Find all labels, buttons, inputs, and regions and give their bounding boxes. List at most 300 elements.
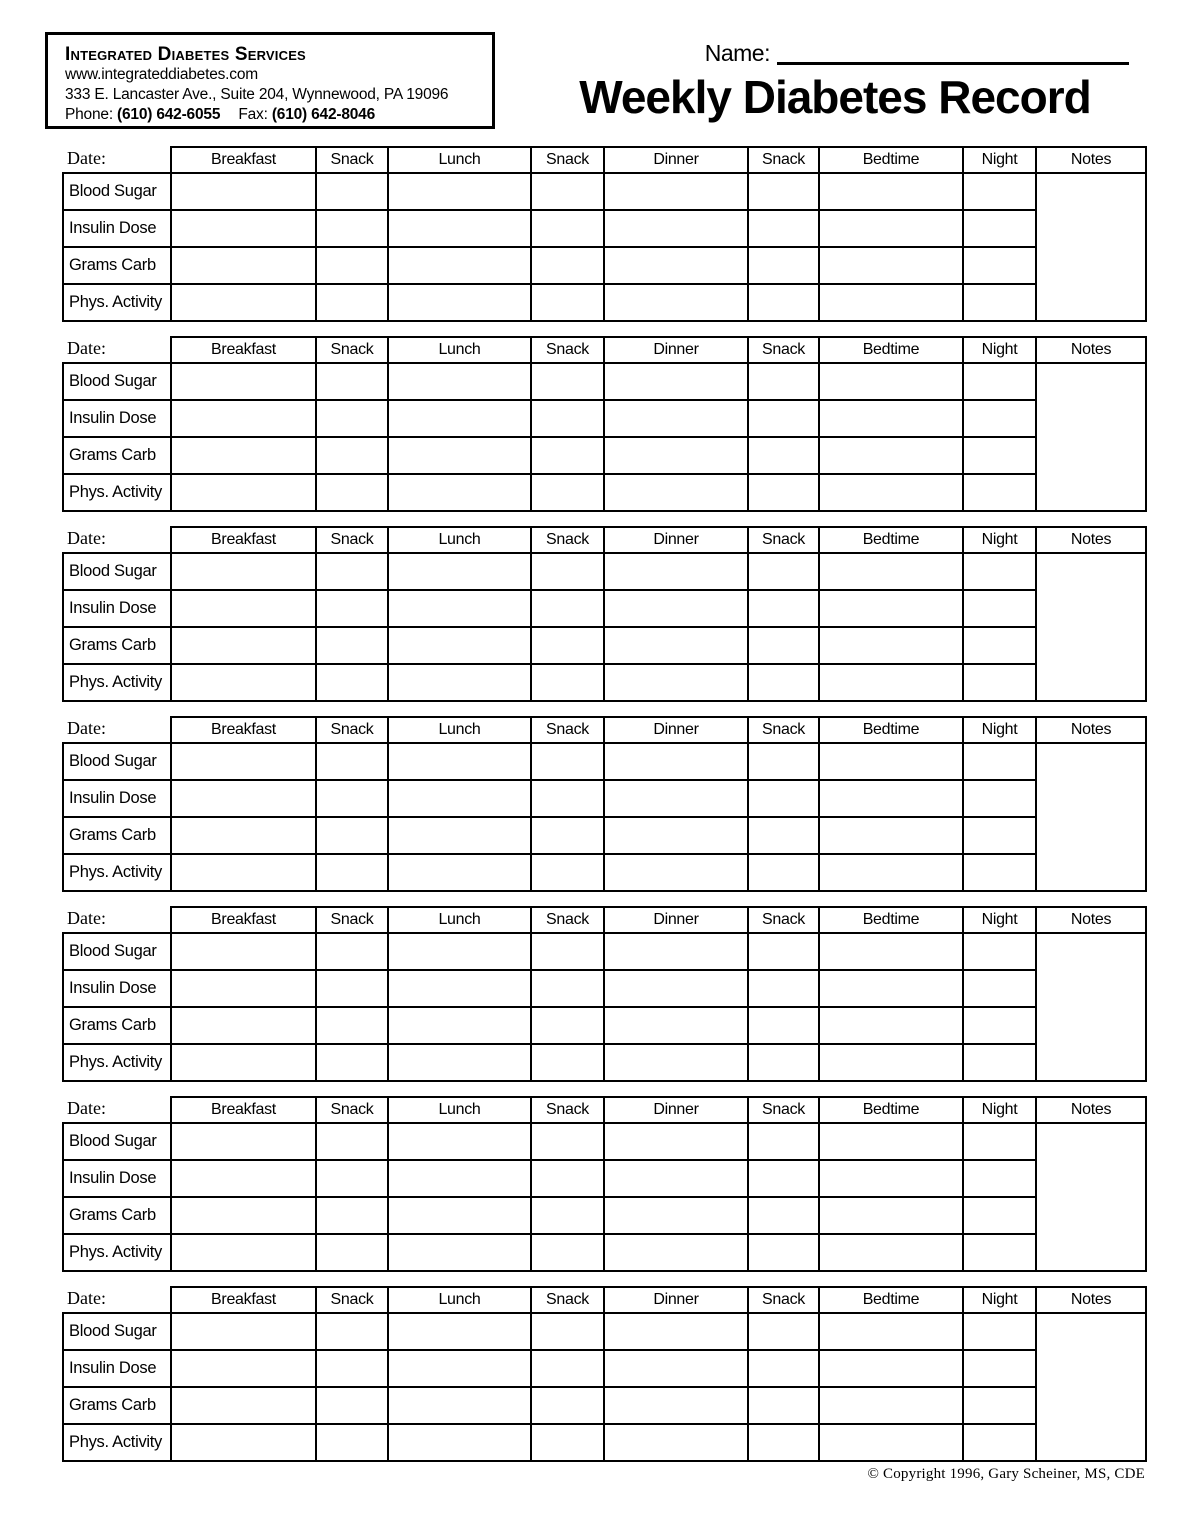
- entry-cell-grams-carb-breakfast[interactable]: [171, 247, 316, 284]
- col-header-night: Night: [963, 907, 1036, 933]
- entry-cell-grams-carb-snack-3[interactable]: [748, 817, 819, 854]
- entry-cell-blood-sugar-dinner[interactable]: [604, 173, 748, 210]
- entry-cell-insulin-dose-dinner[interactable]: [604, 210, 748, 247]
- entry-cell-insulin-dose-snack-1[interactable]: [316, 210, 388, 247]
- row-label-grams-carb: Grams Carb: [63, 1007, 171, 1044]
- entry-cell-insulin-dose-snack-3[interactable]: [748, 400, 819, 437]
- entry-cell-blood-sugar-bedtime[interactable]: [819, 743, 963, 780]
- col-header-notes: Notes: [1036, 147, 1146, 173]
- entry-cell-insulin-dose-breakfast[interactable]: [171, 1160, 316, 1197]
- col-header-snack-1: Snack: [316, 337, 388, 363]
- entry-cell-insulin-dose-night[interactable]: [963, 970, 1036, 1007]
- notes-cell[interactable]: [1036, 553, 1146, 701]
- entry-cell-phys-activity-snack-2[interactable]: [531, 474, 604, 511]
- entry-cell-phys-activity-snack-1[interactable]: [316, 474, 388, 511]
- entry-cell-grams-carb-breakfast[interactable]: [171, 1197, 316, 1234]
- entry-cell-grams-carb-snack-2[interactable]: [531, 1007, 604, 1044]
- entry-cell-phys-activity-lunch[interactable]: [388, 664, 531, 701]
- entry-cell-blood-sugar-night[interactable]: [963, 1123, 1036, 1160]
- entry-cell-insulin-dose-snack-1[interactable]: [316, 1350, 388, 1387]
- name-input-line[interactable]: [777, 62, 1129, 65]
- entry-cell-blood-sugar-snack-3[interactable]: [748, 1123, 819, 1160]
- entry-cell-blood-sugar-lunch[interactable]: [388, 743, 531, 780]
- entry-cell-insulin-dose-snack-1[interactable]: [316, 1160, 388, 1197]
- provider-address: 333 E. Lancaster Ave., Suite 204, Wynnewood, PA 19096: [65, 86, 449, 103]
- week-table-1: [62, 146, 1147, 322]
- entry-cell-phys-activity-snack-1[interactable]: [316, 1424, 388, 1461]
- col-header-snack-2: Snack: [531, 1287, 604, 1313]
- week-table-2: [62, 336, 1147, 512]
- col-header-night: Night: [963, 337, 1036, 363]
- entry-cell-blood-sugar-lunch[interactable]: [388, 363, 531, 400]
- entry-cell-phys-activity-dinner[interactable]: [604, 474, 748, 511]
- notes-cell[interactable]: [1036, 1313, 1146, 1461]
- date-cell[interactable]: [63, 1287, 171, 1313]
- col-header-snack-3: Snack: [748, 907, 819, 933]
- entry-cell-insulin-dose-dinner[interactable]: [604, 590, 748, 627]
- entry-cell-grams-carb-dinner[interactable]: [604, 1007, 748, 1044]
- entry-cell-blood-sugar-snack-1[interactable]: [316, 743, 388, 780]
- entry-cell-blood-sugar-snack-3[interactable]: [748, 743, 819, 780]
- entry-cell-blood-sugar-bedtime[interactable]: [819, 1123, 963, 1160]
- entry-cell-blood-sugar-breakfast[interactable]: [171, 173, 316, 210]
- date-label: Date:: [67, 1288, 106, 1308]
- entry-cell-phys-activity-breakfast[interactable]: [171, 1424, 316, 1461]
- entry-cell-insulin-dose-night[interactable]: [963, 780, 1036, 817]
- row-label-phys-activity: Phys. Activity: [63, 854, 171, 891]
- entry-cell-phys-activity-dinner[interactable]: [604, 664, 748, 701]
- entry-cell-blood-sugar-breakfast[interactable]: [171, 1123, 316, 1160]
- entry-cell-blood-sugar-snack-1[interactable]: [316, 1123, 388, 1160]
- row-label-grams-carb: Grams Carb: [63, 627, 171, 664]
- entry-cell-phys-activity-snack-1[interactable]: [316, 854, 388, 891]
- entry-cell-blood-sugar-bedtime[interactable]: [819, 553, 963, 590]
- phone-label: Phone:: [65, 106, 113, 123]
- entry-cell-blood-sugar-snack-3[interactable]: [748, 933, 819, 970]
- entry-cell-grams-carb-night[interactable]: [963, 1387, 1036, 1424]
- entry-cell-insulin-dose-snack-2[interactable]: [531, 210, 604, 247]
- col-header-lunch: Lunch: [388, 147, 531, 173]
- notes-cell[interactable]: [1036, 173, 1146, 321]
- entry-cell-blood-sugar-snack-3[interactable]: [748, 553, 819, 590]
- entry-cell-insulin-dose-lunch[interactable]: [388, 1350, 531, 1387]
- entry-cell-phys-activity-bedtime[interactable]: [819, 1234, 963, 1271]
- date-cell[interactable]: [63, 147, 171, 173]
- entry-cell-insulin-dose-snack-2[interactable]: [531, 1160, 604, 1197]
- col-header-bedtime: Bedtime: [819, 907, 963, 933]
- col-header-notes: Notes: [1036, 717, 1146, 743]
- col-header-breakfast: Breakfast: [171, 147, 316, 173]
- entry-cell-blood-sugar-snack-2[interactable]: [531, 743, 604, 780]
- entry-cell-blood-sugar-snack-1[interactable]: [316, 1313, 388, 1350]
- entry-cell-blood-sugar-bedtime[interactable]: [819, 1313, 963, 1350]
- entry-cell-phys-activity-dinner[interactable]: [604, 1044, 748, 1081]
- entry-cell-grams-carb-snack-3[interactable]: [748, 1197, 819, 1234]
- entry-cell-insulin-dose-bedtime[interactable]: [819, 590, 963, 627]
- entry-cell-phys-activity-breakfast[interactable]: [171, 284, 316, 321]
- col-header-snack-3: Snack: [748, 1097, 819, 1123]
- entry-cell-blood-sugar-lunch[interactable]: [388, 553, 531, 590]
- entry-cell-phys-activity-lunch[interactable]: [388, 1234, 531, 1271]
- entry-cell-blood-sugar-snack-1[interactable]: [316, 933, 388, 970]
- entry-cell-grams-carb-snack-1[interactable]: [316, 1197, 388, 1234]
- entry-cell-phys-activity-night[interactable]: [963, 664, 1036, 701]
- entry-cell-grams-carb-snack-1[interactable]: [316, 817, 388, 854]
- entry-cell-phys-activity-breakfast[interactable]: [171, 1044, 316, 1081]
- entry-cell-blood-sugar-breakfast[interactable]: [171, 553, 316, 590]
- entry-cell-blood-sugar-snack-3[interactable]: [748, 173, 819, 210]
- entry-cell-grams-carb-snack-1[interactable]: [316, 627, 388, 664]
- entry-cell-insulin-dose-dinner[interactable]: [604, 970, 748, 1007]
- col-header-night: Night: [963, 1097, 1036, 1123]
- entry-cell-grams-carb-dinner[interactable]: [604, 1387, 748, 1424]
- entry-cell-insulin-dose-dinner[interactable]: [604, 1160, 748, 1197]
- row-label-insulin-dose: Insulin Dose: [63, 970, 171, 1007]
- entry-cell-grams-carb-snack-1[interactable]: [316, 1387, 388, 1424]
- col-header-snack-1: Snack: [316, 527, 388, 553]
- entry-cell-insulin-dose-lunch[interactable]: [388, 400, 531, 437]
- entry-cell-insulin-dose-bedtime[interactable]: [819, 1160, 963, 1197]
- entry-cell-phys-activity-night[interactable]: [963, 474, 1036, 511]
- entry-cell-phys-activity-snack-1[interactable]: [316, 664, 388, 701]
- date-cell[interactable]: [63, 907, 171, 933]
- entry-cell-phys-activity-snack-3[interactable]: [748, 284, 819, 321]
- entry-cell-phys-activity-lunch[interactable]: [388, 284, 531, 321]
- entry-cell-grams-carb-night[interactable]: [963, 627, 1036, 664]
- date-label: Date:: [67, 908, 106, 928]
- entry-cell-phys-activity-night[interactable]: [963, 1424, 1036, 1461]
- row-label-blood-sugar: Blood Sugar: [63, 553, 171, 590]
- entry-cell-phys-activity-dinner[interactable]: [604, 1234, 748, 1271]
- col-header-snack-1: Snack: [316, 147, 388, 173]
- entry-cell-phys-activity-dinner[interactable]: [604, 854, 748, 891]
- entry-cell-insulin-dose-snack-2[interactable]: [531, 780, 604, 817]
- date-label: Date:: [67, 1098, 106, 1118]
- entry-cell-grams-carb-bedtime[interactable]: [819, 1387, 963, 1424]
- col-header-bedtime: Bedtime: [819, 1097, 963, 1123]
- entry-cell-grams-carb-snack-3[interactable]: [748, 437, 819, 474]
- notes-cell[interactable]: [1036, 363, 1146, 511]
- entry-cell-blood-sugar-dinner[interactable]: [604, 553, 748, 590]
- entry-cell-insulin-dose-lunch[interactable]: [388, 1160, 531, 1197]
- provider-contact: [65, 105, 478, 125]
- row-label-insulin-dose: Insulin Dose: [63, 780, 171, 817]
- entry-cell-phys-activity-breakfast[interactable]: [171, 474, 316, 511]
- entry-cell-grams-carb-snack-3[interactable]: [748, 1007, 819, 1044]
- entry-cell-insulin-dose-snack-2[interactable]: [531, 400, 604, 437]
- entry-cell-insulin-dose-lunch[interactable]: [388, 780, 531, 817]
- entry-cell-phys-activity-snack-1[interactable]: [316, 1044, 388, 1081]
- entry-cell-grams-carb-breakfast[interactable]: [171, 817, 316, 854]
- col-header-night: Night: [963, 527, 1036, 553]
- entry-cell-phys-activity-dinner[interactable]: [604, 1424, 748, 1461]
- entry-cell-grams-carb-night[interactable]: [963, 1197, 1036, 1234]
- entry-cell-insulin-dose-night[interactable]: [963, 590, 1036, 627]
- entry-cell-phys-activity-snack-2[interactable]: [531, 854, 604, 891]
- entry-cell-insulin-dose-snack-2[interactable]: [531, 970, 604, 1007]
- entry-cell-insulin-dose-night[interactable]: [963, 1160, 1036, 1197]
- row-label-phys-activity: Phys. Activity: [63, 1424, 171, 1461]
- entry-cell-grams-carb-snack-2[interactable]: [531, 437, 604, 474]
- row-label-grams-carb: Grams Carb: [63, 1387, 171, 1424]
- entry-cell-blood-sugar-night[interactable]: [963, 1313, 1036, 1350]
- entry-cell-insulin-dose-breakfast[interactable]: [171, 590, 316, 627]
- entry-cell-phys-activity-bedtime[interactable]: [819, 284, 963, 321]
- entry-cell-grams-carb-bedtime[interactable]: [819, 247, 963, 284]
- col-header-bedtime: Bedtime: [819, 1287, 963, 1313]
- entry-cell-grams-carb-snack-1[interactable]: [316, 1007, 388, 1044]
- entry-cell-phys-activity-bedtime[interactable]: [819, 1424, 963, 1461]
- entry-cell-phys-activity-bedtime[interactable]: [819, 854, 963, 891]
- entry-cell-grams-carb-snack-2[interactable]: [531, 1387, 604, 1424]
- entry-cell-phys-activity-night[interactable]: [963, 284, 1036, 321]
- entry-cell-grams-carb-snack-1[interactable]: [316, 437, 388, 474]
- entry-cell-blood-sugar-night[interactable]: [963, 743, 1036, 780]
- entry-cell-blood-sugar-night[interactable]: [963, 933, 1036, 970]
- entry-cell-blood-sugar-snack-3[interactable]: [748, 363, 819, 400]
- col-header-breakfast: Breakfast: [171, 527, 316, 553]
- week-table-6: [62, 1096, 1147, 1272]
- entry-cell-grams-carb-lunch[interactable]: [388, 1387, 531, 1424]
- entry-cell-grams-carb-bedtime[interactable]: [819, 437, 963, 474]
- entry-cell-grams-carb-lunch[interactable]: [388, 247, 531, 284]
- date-label: Date:: [67, 148, 106, 168]
- provider-website: www.integrateddiabetes.com: [65, 66, 258, 83]
- entry-cell-phys-activity-snack-1[interactable]: [316, 284, 388, 321]
- entry-cell-blood-sugar-bedtime[interactable]: [819, 173, 963, 210]
- notes-cell[interactable]: [1036, 1123, 1146, 1271]
- entry-cell-blood-sugar-dinner[interactable]: [604, 1123, 748, 1160]
- entry-cell-blood-sugar-breakfast[interactable]: [171, 933, 316, 970]
- entry-cell-insulin-dose-breakfast[interactable]: [171, 1350, 316, 1387]
- col-header-lunch: Lunch: [388, 337, 531, 363]
- entry-cell-blood-sugar-snack-2[interactable]: [531, 173, 604, 210]
- entry-cell-insulin-dose-snack-3[interactable]: [748, 210, 819, 247]
- entry-cell-insulin-dose-night[interactable]: [963, 210, 1036, 247]
- entry-cell-grams-carb-snack-2[interactable]: [531, 817, 604, 854]
- entry-cell-grams-carb-dinner[interactable]: [604, 1197, 748, 1234]
- entry-cell-grams-carb-lunch[interactable]: [388, 1197, 531, 1234]
- entry-cell-insulin-dose-snack-1[interactable]: [316, 970, 388, 1007]
- entry-cell-insulin-dose-snack-3[interactable]: [748, 1350, 819, 1387]
- entry-cell-blood-sugar-snack-2[interactable]: [531, 363, 604, 400]
- title-block: [495, 36, 1145, 121]
- col-header-snack-3: Snack: [748, 147, 819, 173]
- entry-cell-phys-activity-bedtime[interactable]: [819, 474, 963, 511]
- col-header-lunch: Lunch: [388, 1287, 531, 1313]
- entry-cell-insulin-dose-night[interactable]: [963, 1350, 1036, 1387]
- entry-cell-blood-sugar-snack-1[interactable]: [316, 553, 388, 590]
- col-header-notes: Notes: [1036, 337, 1146, 363]
- entry-cell-phys-activity-snack-3[interactable]: [748, 1044, 819, 1081]
- entry-cell-grams-carb-snack-3[interactable]: [748, 247, 819, 284]
- col-header-breakfast: Breakfast: [171, 337, 316, 363]
- entry-cell-insulin-dose-snack-3[interactable]: [748, 1160, 819, 1197]
- col-header-dinner: Dinner: [604, 337, 748, 363]
- entry-cell-insulin-dose-bedtime[interactable]: [819, 400, 963, 437]
- row-label-insulin-dose: Insulin Dose: [63, 210, 171, 247]
- entry-cell-grams-carb-lunch[interactable]: [388, 437, 531, 474]
- copyright: © Copyright 1996, Gary Scheiner, MS, CDE: [867, 1466, 1145, 1482]
- entry-cell-grams-carb-bedtime[interactable]: [819, 627, 963, 664]
- row-label-phys-activity: Phys. Activity: [63, 474, 171, 511]
- entry-cell-insulin-dose-snack-3[interactable]: [748, 780, 819, 817]
- entry-cell-blood-sugar-snack-2[interactable]: [531, 1313, 604, 1350]
- entry-cell-insulin-dose-lunch[interactable]: [388, 970, 531, 1007]
- entry-cell-phys-activity-night[interactable]: [963, 1044, 1036, 1081]
- entry-cell-grams-carb-snack-2[interactable]: [531, 1197, 604, 1234]
- entry-cell-blood-sugar-breakfast[interactable]: [171, 1313, 316, 1350]
- entry-cell-grams-carb-night[interactable]: [963, 437, 1036, 474]
- entry-cell-grams-carb-snack-2[interactable]: [531, 247, 604, 284]
- entry-cell-phys-activity-lunch[interactable]: [388, 1424, 531, 1461]
- entry-cell-phys-activity-snack-1[interactable]: [316, 1234, 388, 1271]
- entry-cell-grams-carb-night[interactable]: [963, 1007, 1036, 1044]
- entry-cell-grams-carb-snack-1[interactable]: [316, 247, 388, 284]
- entry-cell-insulin-dose-bedtime[interactable]: [819, 970, 963, 1007]
- entry-cell-blood-sugar-lunch[interactable]: [388, 1123, 531, 1160]
- entry-cell-grams-carb-dinner[interactable]: [604, 437, 748, 474]
- entry-cell-grams-carb-breakfast[interactable]: [171, 1387, 316, 1424]
- row-label-insulin-dose: Insulin Dose: [63, 1350, 171, 1387]
- entry-cell-grams-carb-dinner[interactable]: [604, 817, 748, 854]
- entry-cell-grams-carb-snack-2[interactable]: [531, 627, 604, 664]
- entry-cell-insulin-dose-dinner[interactable]: [604, 400, 748, 437]
- col-header-notes: Notes: [1036, 1097, 1146, 1123]
- entry-cell-blood-sugar-night[interactable]: [963, 173, 1036, 210]
- entry-cell-phys-activity-dinner[interactable]: [604, 284, 748, 321]
- entry-cell-insulin-dose-breakfast[interactable]: [171, 210, 316, 247]
- entry-cell-grams-carb-snack-3[interactable]: [748, 1387, 819, 1424]
- entry-cell-blood-sugar-bedtime[interactable]: [819, 363, 963, 400]
- entry-cell-blood-sugar-snack-2[interactable]: [531, 933, 604, 970]
- entry-cell-insulin-dose-lunch[interactable]: [388, 590, 531, 627]
- col-header-notes: Notes: [1036, 1287, 1146, 1313]
- entry-cell-insulin-dose-lunch[interactable]: [388, 210, 531, 247]
- row-label-phys-activity: Phys. Activity: [63, 284, 171, 321]
- entry-cell-insulin-dose-breakfast[interactable]: [171, 780, 316, 817]
- entry-cell-blood-sugar-night[interactable]: [963, 363, 1036, 400]
- entry-cell-grams-carb-snack-3[interactable]: [748, 627, 819, 664]
- entry-cell-blood-sugar-night[interactable]: [963, 553, 1036, 590]
- entry-cell-grams-carb-dinner[interactable]: [604, 627, 748, 664]
- entry-cell-phys-activity-breakfast[interactable]: [171, 854, 316, 891]
- entry-cell-insulin-dose-snack-2[interactable]: [531, 1350, 604, 1387]
- entry-cell-phys-activity-lunch[interactable]: [388, 854, 531, 891]
- col-header-breakfast: Breakfast: [171, 907, 316, 933]
- entry-cell-blood-sugar-dinner[interactable]: [604, 1313, 748, 1350]
- entry-cell-phys-activity-lunch[interactable]: [388, 474, 531, 511]
- entry-cell-grams-carb-lunch[interactable]: [388, 1007, 531, 1044]
- entry-cell-blood-sugar-snack-1[interactable]: [316, 363, 388, 400]
- entry-cell-blood-sugar-lunch[interactable]: [388, 1313, 531, 1350]
- entry-cell-insulin-dose-night[interactable]: [963, 400, 1036, 437]
- entry-cell-insulin-dose-snack-3[interactable]: [748, 970, 819, 1007]
- date-cell[interactable]: [63, 337, 171, 363]
- entry-cell-grams-carb-dinner[interactable]: [604, 247, 748, 284]
- entry-cell-insulin-dose-bedtime[interactable]: [819, 1350, 963, 1387]
- entry-cell-grams-carb-night[interactable]: [963, 247, 1036, 284]
- entry-cell-grams-carb-breakfast[interactable]: [171, 1007, 316, 1044]
- fax-label: Fax:: [238, 106, 268, 123]
- col-header-snack-1: Snack: [316, 1097, 388, 1123]
- entry-cell-phys-activity-snack-3[interactable]: [748, 1234, 819, 1271]
- entry-cell-insulin-dose-dinner[interactable]: [604, 1350, 748, 1387]
- entry-cell-grams-carb-bedtime[interactable]: [819, 817, 963, 854]
- entry-cell-blood-sugar-dinner[interactable]: [604, 363, 748, 400]
- entry-cell-grams-carb-bedtime[interactable]: [819, 1197, 963, 1234]
- entry-cell-phys-activity-snack-3[interactable]: [748, 474, 819, 511]
- notes-cell[interactable]: [1036, 933, 1146, 1081]
- entry-cell-phys-activity-snack-3[interactable]: [748, 854, 819, 891]
- date-cell[interactable]: [63, 717, 171, 743]
- entry-cell-insulin-dose-breakfast[interactable]: [171, 400, 316, 437]
- entry-cell-insulin-dose-breakfast[interactable]: [171, 970, 316, 1007]
- provider-name: Integrated Diabetes Services: [65, 44, 306, 65]
- entry-cell-blood-sugar-snack-1[interactable]: [316, 173, 388, 210]
- entry-cell-grams-carb-bedtime[interactable]: [819, 1007, 963, 1044]
- entry-cell-insulin-dose-snack-2[interactable]: [531, 590, 604, 627]
- entry-cell-blood-sugar-snack-3[interactable]: [748, 1313, 819, 1350]
- entry-cell-phys-activity-snack-2[interactable]: [531, 1424, 604, 1461]
- entry-cell-blood-sugar-breakfast[interactable]: [171, 363, 316, 400]
- entry-cell-blood-sugar-snack-2[interactable]: [531, 553, 604, 590]
- entry-cell-grams-carb-night[interactable]: [963, 817, 1036, 854]
- entry-cell-grams-carb-lunch[interactable]: [388, 817, 531, 854]
- entry-cell-insulin-dose-dinner[interactable]: [604, 780, 748, 817]
- entry-cell-blood-sugar-dinner[interactable]: [604, 933, 748, 970]
- entry-cell-phys-activity-snack-2[interactable]: [531, 1234, 604, 1271]
- entry-cell-blood-sugar-lunch[interactable]: [388, 933, 531, 970]
- entry-cell-grams-carb-breakfast[interactable]: [171, 627, 316, 664]
- entry-cell-phys-activity-snack-3[interactable]: [748, 1424, 819, 1461]
- entry-cell-insulin-dose-bedtime[interactable]: [819, 780, 963, 817]
- date-cell[interactable]: [63, 1097, 171, 1123]
- entry-cell-blood-sugar-breakfast[interactable]: [171, 743, 316, 780]
- col-header-snack-2: Snack: [531, 717, 604, 743]
- entry-cell-phys-activity-snack-3[interactable]: [748, 664, 819, 701]
- entry-cell-phys-activity-snack-2[interactable]: [531, 284, 604, 321]
- entry-cell-insulin-dose-snack-1[interactable]: [316, 780, 388, 817]
- entry-cell-insulin-dose-bedtime[interactable]: [819, 210, 963, 247]
- entry-cell-phys-activity-bedtime[interactable]: [819, 1044, 963, 1081]
- entry-cell-phys-activity-night[interactable]: [963, 1234, 1036, 1271]
- entry-cell-phys-activity-snack-2[interactable]: [531, 1044, 604, 1081]
- entry-cell-phys-activity-bedtime[interactable]: [819, 664, 963, 701]
- entry-cell-grams-carb-lunch[interactable]: [388, 627, 531, 664]
- date-cell[interactable]: [63, 527, 171, 553]
- entry-cell-insulin-dose-snack-1[interactable]: [316, 590, 388, 627]
- entry-cell-grams-carb-breakfast[interactable]: [171, 437, 316, 474]
- entry-cell-phys-activity-lunch[interactable]: [388, 1044, 531, 1081]
- notes-cell[interactable]: [1036, 743, 1146, 891]
- col-header-snack-3: Snack: [748, 527, 819, 553]
- entry-cell-insulin-dose-snack-3[interactable]: [748, 590, 819, 627]
- entry-cell-blood-sugar-bedtime[interactable]: [819, 933, 963, 970]
- col-header-snack-2: Snack: [531, 147, 604, 173]
- row-label-blood-sugar: Blood Sugar: [63, 1123, 171, 1160]
- entry-cell-phys-activity-night[interactable]: [963, 854, 1036, 891]
- entry-cell-blood-sugar-dinner[interactable]: [604, 743, 748, 780]
- entry-cell-phys-activity-breakfast[interactable]: [171, 1234, 316, 1271]
- entry-cell-blood-sugar-lunch[interactable]: [388, 173, 531, 210]
- row-label-phys-activity: Phys. Activity: [63, 1234, 171, 1271]
- entry-cell-insulin-dose-snack-1[interactable]: [316, 400, 388, 437]
- col-header-lunch: Lunch: [388, 717, 531, 743]
- entry-cell-blood-sugar-snack-2[interactable]: [531, 1123, 604, 1160]
- entry-cell-phys-activity-breakfast[interactable]: [171, 664, 316, 701]
- entry-cell-phys-activity-snack-2[interactable]: [531, 664, 604, 701]
